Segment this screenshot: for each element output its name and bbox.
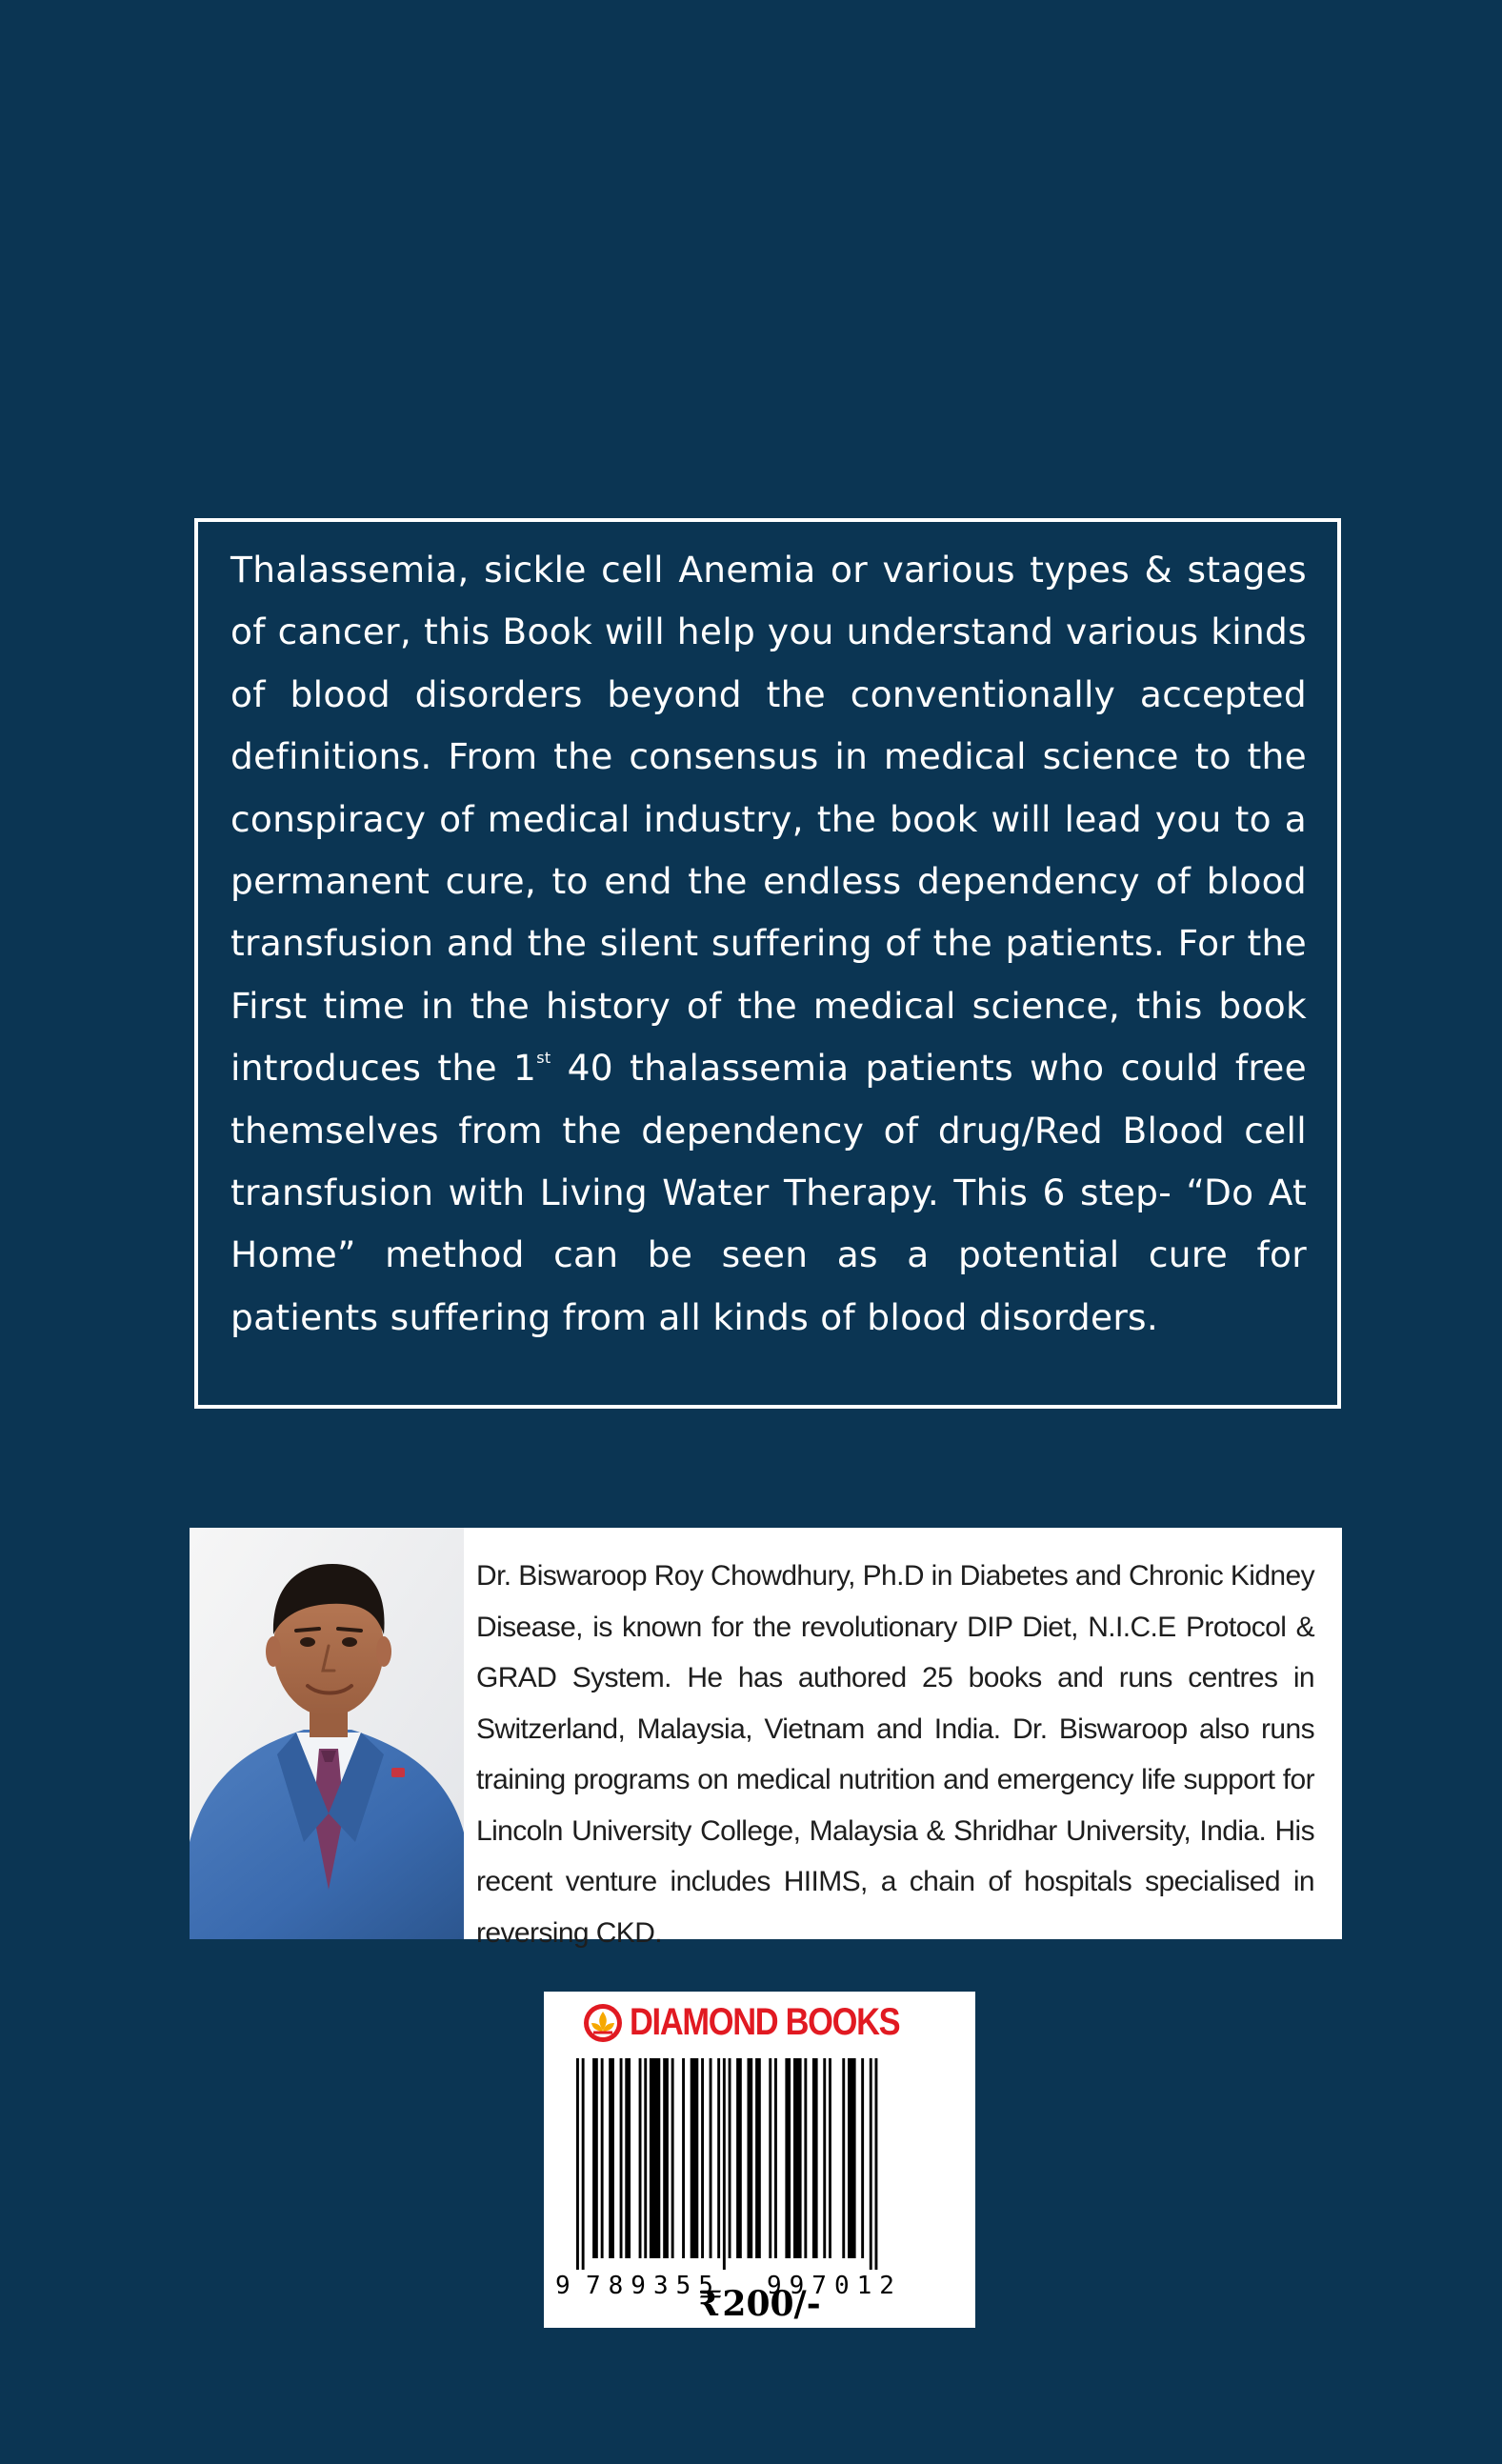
barcode-bar: [601, 2058, 604, 2258]
barcode-bar: [861, 2058, 864, 2258]
barcode-bar: [769, 2058, 771, 2258]
isbn-digits-right: 997012: [767, 2272, 902, 2300]
description-text-part1: Thalassemia, sickle cell Anemia or various types & stages of cancer, this Book will help you understand various kinds of blood disorders beyond the conventionally accepted definitions. From the consensus in medical science to the conspiracy of medical industry, the book will lead you to a permanent cure, to end the endless dependency of blood transfusion and the silent suffering of the patients. For the First time in the history of the medical science, this book introduces the 1: [230, 549, 1307, 1090]
publisher-brand: [582, 2001, 943, 2044]
description-box: [194, 518, 1341, 1409]
barcode-bar: [823, 2058, 826, 2258]
barcode-bar: [639, 2058, 642, 2258]
barcode-bar: [785, 2058, 791, 2258]
barcode-bar: [609, 2058, 614, 2258]
barcode-bar: [736, 2058, 742, 2258]
barcode-bar: [691, 2058, 699, 2258]
barcode-bar: [870, 2058, 872, 2270]
barcode-bar: [576, 2058, 579, 2270]
barcode-bar: [620, 2058, 623, 2258]
barcode-bar: [663, 2058, 669, 2258]
book-description: [230, 539, 1307, 1349]
barcode-bar: [875, 2058, 878, 2270]
barcode-bar: [710, 2058, 712, 2258]
barcode-bar: [729, 2058, 731, 2258]
barcode-bar: [748, 2058, 753, 2258]
barcode-bar: [701, 2058, 704, 2258]
isbn-digit-lead: 9: [555, 2272, 571, 2300]
barcode-bar: [848, 2058, 856, 2258]
barcode-bar: [804, 2058, 807, 2258]
barcode-bar: [842, 2058, 845, 2258]
barcode-bar: [717, 2058, 720, 2258]
barcode-bar: [812, 2058, 818, 2258]
author-panel: [190, 1528, 1342, 1949]
barcode-bar: [650, 2058, 660, 2258]
description-text-part2: 40 thalassemia patients who could free themselves from the dependency of drug/Red Blood cell transfusion with Living Water Therapy. This 6 step- “Do At Home” method can be seen as a potential cure for patients suffering from all kinds of blood disorders.: [230, 1047, 1307, 1338]
barcode-bar: [592, 2058, 598, 2258]
author-bio: Dr. Biswaroop Roy Chowdhury, Ph.D in Diabetes and Chronic Kidney Disease, is known for the revolutionary DIP Diet, N.I.C.E Protocol & GRAD System. He has authored 25 books and runs centres in Switzerland, Malaysia, Vietnam and India. Dr. Biswaroop also runs training programs on medical nutrition and emergency life support for Lincoln University College, Malaysia & Shridhar University, India. His recent venture includes HIIMS, a chain of hospitals specialised in reversing CKD.: [476, 1560, 1314, 1949]
ordinal-suffix: st: [536, 1049, 551, 1068]
isbn-digits-left: 789355: [586, 2272, 721, 2300]
barcode-bar: [682, 2058, 685, 2258]
barcode-bar: [755, 2058, 761, 2258]
barcode-bar: [723, 2058, 726, 2270]
barcode-bar: [829, 2058, 831, 2258]
diamond-books-logo-icon: [582, 2002, 624, 2044]
barcode-bar: [793, 2058, 802, 2258]
isbn-barcode: [555, 2058, 967, 2300]
barcode-bar: [644, 2058, 647, 2258]
barcode-panel: [544, 1992, 975, 2328]
barcode-bar: [671, 2058, 674, 2258]
publisher-name: DIAMOND BOOKS: [630, 2001, 900, 2043]
author-photo: [190, 1528, 464, 1939]
price-label: ₹200/-: [698, 2284, 821, 2324]
barcode-bar: [582, 2058, 585, 2270]
barcode-bar: [774, 2058, 777, 2258]
barcode-bar: [625, 2058, 631, 2258]
